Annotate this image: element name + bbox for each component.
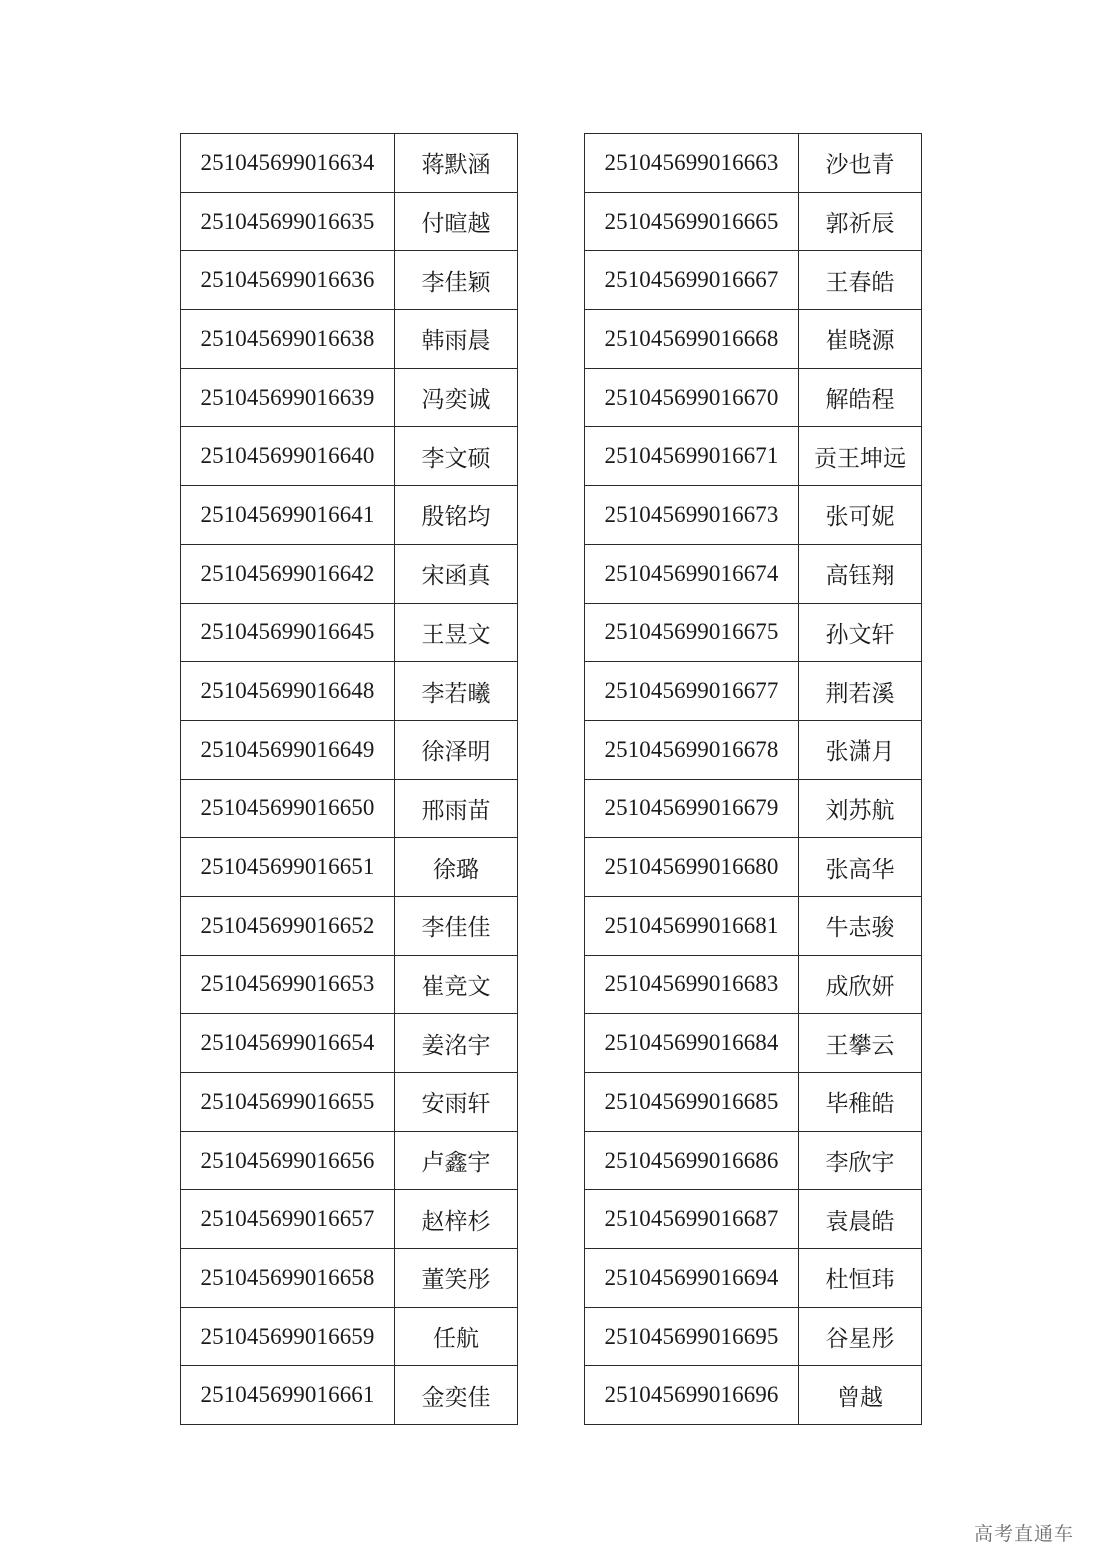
candidate-name-cell: 任航 <box>395 1307 518 1366</box>
candidate-name-cell: 贡王坤远 <box>799 427 922 486</box>
candidate-id-cell: 251045699016670 <box>585 368 799 427</box>
candidate-id-cell: 251045699016639 <box>181 368 395 427</box>
table-row <box>181 1131 518 1190</box>
candidate-name-cell: 张高华 <box>799 838 922 897</box>
table-row <box>585 1014 922 1073</box>
table-row <box>181 544 518 603</box>
table-row <box>181 1366 518 1425</box>
table-row <box>181 192 518 251</box>
table-row <box>181 310 518 369</box>
candidate-id-cell: 251045699016640 <box>181 427 395 486</box>
candidate-name-cell: 王昱文 <box>395 603 518 662</box>
table-row <box>585 427 922 486</box>
table-row <box>181 896 518 955</box>
candidate-id-cell: 251045699016680 <box>585 838 799 897</box>
candidate-id-cell: 251045699016636 <box>181 251 395 310</box>
candidate-name-cell: 毕稚皓 <box>799 1073 922 1132</box>
candidate-id-cell: 251045699016663 <box>585 134 799 193</box>
candidate-id-cell: 251045699016635 <box>181 192 395 251</box>
candidate-name-cell: 曾越 <box>799 1366 922 1425</box>
candidate-id-cell: 251045699016694 <box>585 1249 799 1308</box>
candidate-name-cell: 李佳颖 <box>395 251 518 310</box>
candidate-id-cell: 251045699016650 <box>181 779 395 838</box>
table-row <box>585 720 922 779</box>
candidate-name-cell: 冯奕诚 <box>395 368 518 427</box>
candidate-id-cell: 251045699016638 <box>181 310 395 369</box>
candidate-id-cell: 251045699016651 <box>181 838 395 897</box>
candidate-name-cell: 孙文轩 <box>799 603 922 662</box>
candidate-id-cell: 251045699016674 <box>585 544 799 603</box>
candidate-id-cell: 251045699016685 <box>585 1073 799 1132</box>
table-row <box>181 1190 518 1249</box>
roster-table-left <box>180 133 518 1425</box>
candidate-id-cell: 251045699016645 <box>181 603 395 662</box>
candidate-name-cell: 赵梓杉 <box>395 1190 518 1249</box>
table-row <box>181 1014 518 1073</box>
candidate-name-cell: 徐璐 <box>395 838 518 897</box>
candidate-id-cell: 251045699016679 <box>585 779 799 838</box>
candidate-id-cell: 251045699016681 <box>585 896 799 955</box>
table-row <box>585 1073 922 1132</box>
candidate-id-cell: 251045699016649 <box>181 720 395 779</box>
candidate-id-cell: 251045699016683 <box>585 955 799 1014</box>
candidate-name-cell: 刘苏航 <box>799 779 922 838</box>
table-row <box>585 1307 922 1366</box>
candidate-id-cell: 251045699016641 <box>181 486 395 545</box>
candidate-name-cell: 付暄越 <box>395 192 518 251</box>
candidate-name-cell: 李若曦 <box>395 662 518 721</box>
candidate-name-cell: 姜洺宇 <box>395 1014 518 1073</box>
candidate-name-cell: 谷星彤 <box>799 1307 922 1366</box>
table-row <box>181 368 518 427</box>
table-row <box>585 662 922 721</box>
candidate-name-cell: 杜恒玮 <box>799 1249 922 1308</box>
candidate-name-cell: 崔晓源 <box>799 310 922 369</box>
candidate-id-cell: 251045699016665 <box>585 192 799 251</box>
table-row <box>181 134 518 193</box>
candidate-id-cell: 251045699016659 <box>181 1307 395 1366</box>
table-row <box>181 955 518 1014</box>
table-row <box>181 779 518 838</box>
roster-table-body <box>181 134 518 1425</box>
table-row <box>585 955 922 1014</box>
candidate-id-cell: 251045699016668 <box>585 310 799 369</box>
candidate-name-cell: 王攀云 <box>799 1014 922 1073</box>
candidate-id-cell: 251045699016696 <box>585 1366 799 1425</box>
candidate-name-cell: 沙也青 <box>799 134 922 193</box>
candidate-id-cell: 251045699016642 <box>181 544 395 603</box>
candidate-id-cell: 251045699016678 <box>585 720 799 779</box>
candidate-name-cell: 张可妮 <box>799 486 922 545</box>
candidate-id-cell: 251045699016673 <box>585 486 799 545</box>
candidate-name-cell: 牛志骏 <box>799 896 922 955</box>
candidate-name-cell: 宋函真 <box>395 544 518 603</box>
table-row <box>181 1073 518 1132</box>
table-row <box>585 544 922 603</box>
candidate-id-cell: 251045699016655 <box>181 1073 395 1132</box>
candidate-name-cell: 李文硕 <box>395 427 518 486</box>
candidate-name-cell: 成欣妍 <box>799 955 922 1014</box>
candidate-name-cell: 卢鑫宇 <box>395 1131 518 1190</box>
candidate-id-cell: 251045699016695 <box>585 1307 799 1366</box>
watermark-text: 高考直通车 <box>973 1523 1074 1545</box>
candidate-name-cell: 袁晨皓 <box>799 1190 922 1249</box>
candidate-name-cell: 殷铭均 <box>395 486 518 545</box>
table-row <box>181 1307 518 1366</box>
table-row <box>181 662 518 721</box>
table-row <box>585 134 922 193</box>
table-row <box>181 838 518 897</box>
candidate-name-cell: 荆若溪 <box>799 662 922 721</box>
candidate-name-cell: 邢雨苗 <box>395 779 518 838</box>
candidate-name-cell: 解皓程 <box>799 368 922 427</box>
candidate-name-cell: 董笑彤 <box>395 1249 518 1308</box>
candidate-id-cell: 251045699016654 <box>181 1014 395 1073</box>
candidate-id-cell: 251045699016656 <box>181 1131 395 1190</box>
table-row <box>181 720 518 779</box>
candidate-name-cell: 安雨轩 <box>395 1073 518 1132</box>
table-row <box>181 427 518 486</box>
table-row <box>585 251 922 310</box>
candidate-id-cell: 251045699016667 <box>585 251 799 310</box>
candidate-id-cell: 251045699016652 <box>181 896 395 955</box>
candidate-id-cell: 251045699016684 <box>585 1014 799 1073</box>
candidate-id-cell: 251045699016648 <box>181 662 395 721</box>
candidate-id-cell: 251045699016658 <box>181 1249 395 1308</box>
table-row <box>181 251 518 310</box>
candidate-id-cell: 251045699016671 <box>585 427 799 486</box>
candidate-id-cell: 251045699016634 <box>181 134 395 193</box>
candidate-id-cell: 251045699016653 <box>181 955 395 1014</box>
table-row <box>585 1190 922 1249</box>
candidate-id-cell: 251045699016657 <box>181 1190 395 1249</box>
table-row <box>585 192 922 251</box>
candidate-name-cell: 蒋默涵 <box>395 134 518 193</box>
candidate-id-cell: 251045699016686 <box>585 1131 799 1190</box>
candidate-name-cell: 金奕佳 <box>395 1366 518 1425</box>
candidate-name-cell: 高钰翔 <box>799 544 922 603</box>
table-row <box>585 603 922 662</box>
table-row <box>585 1249 922 1308</box>
candidate-name-cell: 李欣宇 <box>799 1131 922 1190</box>
table-row <box>585 1131 922 1190</box>
candidate-name-cell: 王春皓 <box>799 251 922 310</box>
table-row <box>585 1366 922 1425</box>
table-row <box>585 310 922 369</box>
table-row <box>181 603 518 662</box>
candidate-name-cell: 韩雨晨 <box>395 310 518 369</box>
candidate-name-cell: 李佳佳 <box>395 896 518 955</box>
table-row <box>585 896 922 955</box>
candidate-name-cell: 郭祈辰 <box>799 192 922 251</box>
candidate-name-cell: 崔竞文 <box>395 955 518 1014</box>
table-row <box>585 779 922 838</box>
table-row <box>585 368 922 427</box>
table-row <box>181 486 518 545</box>
candidate-id-cell: 251045699016661 <box>181 1366 395 1425</box>
roster-table-body <box>585 134 922 1425</box>
table-row <box>181 1249 518 1308</box>
table-row <box>585 838 922 897</box>
roster-table-right <box>584 133 922 1425</box>
candidate-name-cell: 徐泽明 <box>395 720 518 779</box>
candidate-id-cell: 251045699016687 <box>585 1190 799 1249</box>
candidate-id-cell: 251045699016675 <box>585 603 799 662</box>
candidate-name-cell: 张潇月 <box>799 720 922 779</box>
table-row <box>585 486 922 545</box>
candidate-id-cell: 251045699016677 <box>585 662 799 721</box>
